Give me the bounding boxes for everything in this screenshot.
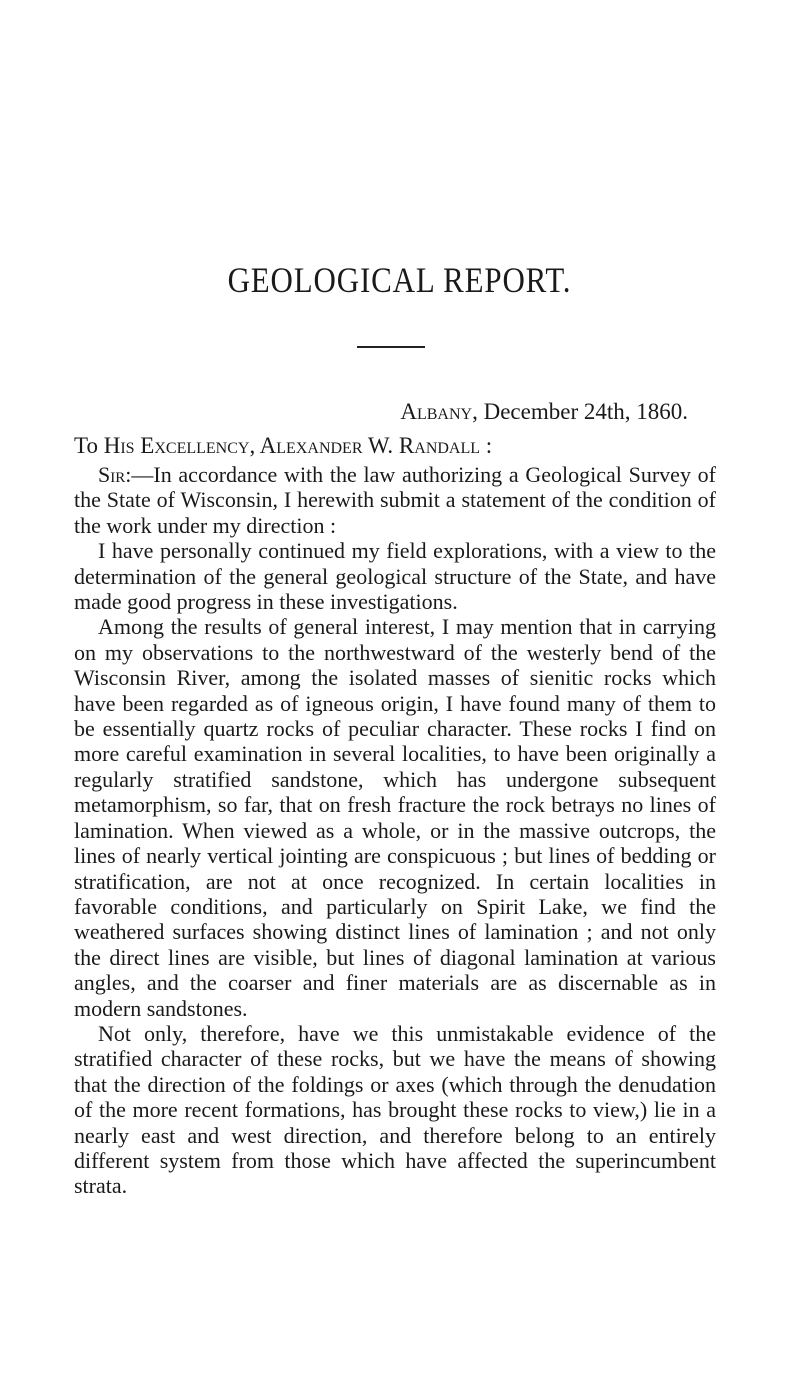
paragraph-2: I have personally continued my field explorations, with a view to the determination of the general geological structure of the State, and have made good progress in these investigations. xyxy=(74,538,716,615)
report-body xyxy=(74,462,716,1199)
dateline xyxy=(400,398,688,426)
salutation xyxy=(74,432,492,460)
title-divider xyxy=(357,346,425,348)
paragraph-1 xyxy=(74,462,716,538)
paragraph-3: Among the results of general interest, I may mention that in carrying on my observations to the northwestward of the westerly bend of the Wisconsin River, among the isolated masses of sienitic rocks which have been regarded as of igneous origin, I have found many of them to be essentially quartz rocks of peculiar character. These rocks I find on more careful examination in several localities, to have been originally a regularly stratified sandstone, which has undergone subsequent metamorphism, so far, that on fresh fracture the rock betrays no lines of lamination. When viewed as a whole, or in the massive outcrops, the lines of nearly vertical jointing are conspicuous ; but lines of bedding or stratification, are not at once recognized. In certain localities in favorable conditions, and particularly on Spirit Lake, we find the weathered surfaces showing distinct lines of lamination ; and not only the direct lines are visible, but lines of diagonal lamination at various angles, and the coarser and finer materials are as discernable as in modern sandstones. xyxy=(74,614,716,1021)
paragraph-1-text: :—In accordance with the law authorizing a Geological Survey of the State of Wisconsin, I herewith submit a statement of the condition of the work under my direction : xyxy=(74,462,716,538)
dateline-place: Albany, xyxy=(400,399,478,424)
page-title: GEOLOGICAL REPORT. xyxy=(227,260,572,300)
salutation-to: To xyxy=(74,433,98,458)
salutation-colon: : xyxy=(485,433,493,458)
paragraph-lead-sir: Sir xyxy=(98,462,126,487)
dateline-date: December 24th, 1860. xyxy=(483,399,688,424)
salutation-recipient: His Excellency, Alexander W. Randall xyxy=(103,433,481,458)
paragraph-4: Not only, therefore, have we this unmistakable evidence of the stratified character of these rocks, but we have the means of showing that the direction of the foldings or axes (which through the denudation of the more recent formations, has brought these rocks to view,) lie in a nearly east and west direction, and therefore belong to an entirely different system from those which have affected the superincumbent strata. xyxy=(74,1020,716,1199)
